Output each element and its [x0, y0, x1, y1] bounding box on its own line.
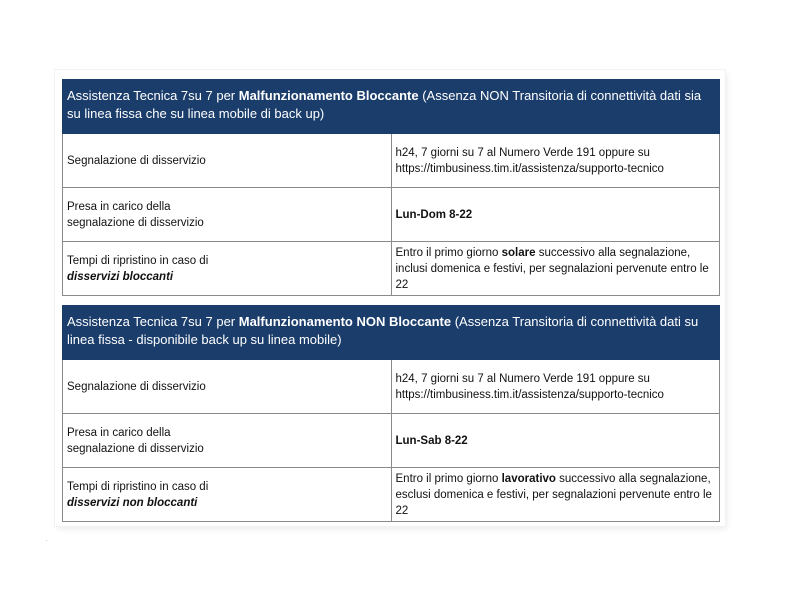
row-label: [63, 414, 392, 468]
table-row: [63, 468, 720, 522]
page-artifact: [46, 540, 47, 541]
row-value-line1: h24, 7 giorni su 7 al Numero Verde 191 oppure su: [395, 146, 650, 159]
row-label-line2: segnalazione di disservizio: [67, 442, 204, 455]
row-label-line1: Tempi di ripristino in caso di: [67, 254, 209, 267]
support-url: https://timbusiness.tim.it/assistenza/supporto-tecnico: [395, 162, 664, 175]
row-label: [63, 242, 392, 296]
hours-value: Lun-Sab 8-22: [395, 434, 468, 447]
table-row: [63, 134, 720, 188]
row-value: [391, 360, 720, 414]
row-label-line1: Presa in carico della: [67, 426, 171, 439]
row-value: [391, 414, 720, 468]
table-header: [63, 306, 720, 360]
table-row: [63, 242, 720, 296]
header-suffix: (Assenza NON Transitoria di connettività dati sia su linea fissa che su linea mobile di back up): [67, 88, 702, 121]
support-table-bloccante: [62, 79, 720, 296]
row-label-line2: segnalazione di disservizio: [67, 216, 204, 229]
table-header-row: [63, 80, 720, 134]
row-label: [63, 134, 392, 188]
row-label: [63, 468, 392, 522]
value-bold: solare: [501, 246, 536, 259]
table-row: [63, 414, 720, 468]
row-label-text: Segnalazione di disservizio: [67, 154, 206, 167]
header-bold: Malfunzionamento NON Bloccante: [238, 314, 452, 329]
row-label-text: Segnalazione di disservizio: [67, 380, 206, 393]
table-header: [63, 80, 720, 134]
table-header-row: [63, 306, 720, 360]
value-suffix: successivo alla segnalazione, esclusi domenica e festivi, per segnalazioni pervenute entro le 22: [395, 472, 712, 517]
row-label-line1: Tempi di ripristino in caso di: [67, 480, 209, 493]
support-url: https://timbusiness.tim.it/assistenza/supporto-tecnico: [395, 388, 664, 401]
row-value: [391, 134, 720, 188]
row-label: [63, 188, 392, 242]
value-prefix: Entro il primo giorno: [395, 246, 502, 259]
row-value: [391, 188, 720, 242]
row-value-line1: h24, 7 giorni su 7 al Numero Verde 191 oppure su: [395, 372, 650, 385]
table-row: [63, 360, 720, 414]
header-bold: Malfunzionamento Bloccante: [238, 88, 419, 103]
row-label-line1: Presa in carico della: [67, 200, 171, 213]
value-suffix: successivo alla segnalazione, inclusi domenica e festivi, per segnalazioni pervenute entro le 22: [395, 246, 709, 291]
row-label: [63, 360, 392, 414]
header-suffix: (Assenza Transitoria di connettività dati su linea fissa - disponibile back up su linea mobile): [67, 314, 699, 347]
header-prefix: Assistenza Tecnica 7su 7 per: [67, 88, 239, 103]
value-prefix: Entro il primo giorno: [395, 472, 502, 485]
row-label-line2: disservizi bloccanti: [67, 270, 174, 283]
row-value: [391, 242, 720, 296]
hours-value: Lun-Dom 8-22: [395, 208, 473, 221]
row-label-line2: disservizi non bloccanti: [67, 496, 198, 509]
table-row: [63, 188, 720, 242]
row-value: [391, 468, 720, 522]
support-table-non-bloccante: [62, 305, 720, 522]
header-prefix: Assistenza Tecnica 7su 7 per: [67, 314, 239, 329]
value-bold: lavorativo: [501, 472, 556, 485]
